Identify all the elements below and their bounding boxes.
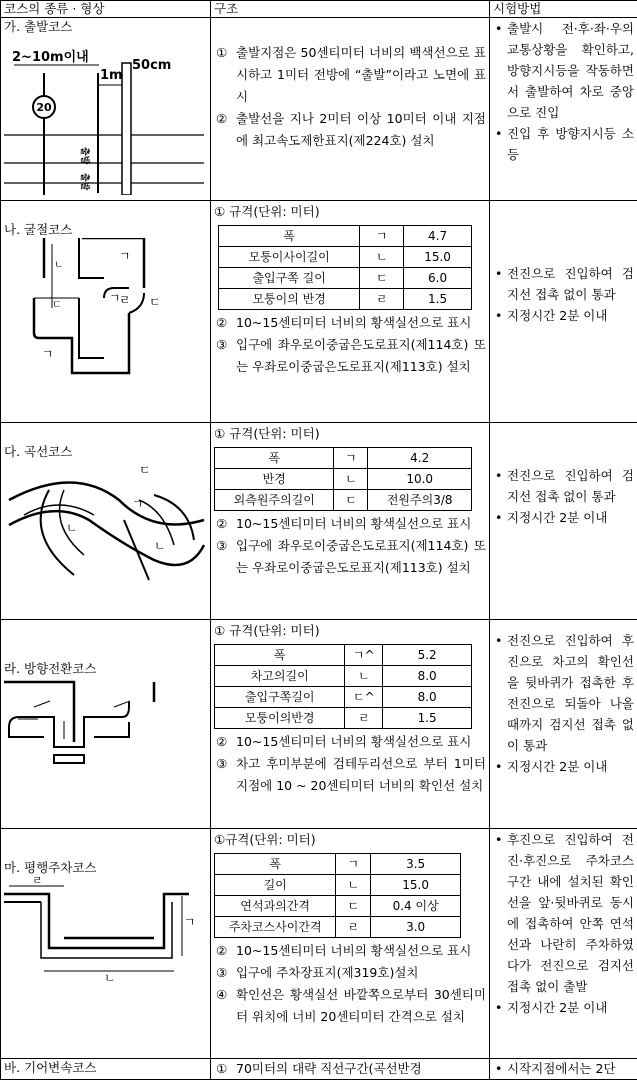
course-name: 다. 곡선코스: [4, 443, 207, 460]
table-header: [1, 1, 637, 18]
structure-item: ② 출발선을 지나 2미터 이상 10미터 이내 지점에 최고속도제한표지(제224호) 설치: [214, 108, 486, 152]
table-row: [1, 201, 637, 423]
dim-label-g-left: ㄱ: [109, 291, 121, 305]
distance-label-2-10m: 2~10m이내: [12, 49, 89, 65]
method-item: • 진입 후 방향지시등 소등: [493, 123, 634, 165]
course-name: 바. 기어변속코스: [4, 1059, 207, 1076]
structure-item: ③ 입구에 좌우로이중굽은도로표지(제114호) 또는 우좌로이중굽은도로표지(제113호) 설치: [214, 334, 486, 378]
spec-row: 반경 ㄴ 10.0: [215, 469, 472, 490]
method-cell: [490, 1059, 637, 1080]
method-item: • 출발시 전·후·좌·우의 교통상황을 확인하고, 방향지시등을 작동하면서 출발하여 차로 중앙으로 진입: [493, 18, 634, 123]
course-name: 가. 출발코스: [4, 18, 207, 35]
method-item: • 전진으로 진입하여 검지선 접촉 없이 통과: [493, 465, 634, 507]
header-course: 코스의 종류 · 형상: [1, 1, 211, 18]
table-row: [1, 620, 637, 829]
method-item: • 지정시간 2분 이내: [493, 507, 634, 528]
spec-title: ①규격(단위: 미터): [214, 829, 486, 851]
spec-row: 폭 ㄱ 4.2: [215, 448, 472, 469]
structure-list: [214, 312, 486, 378]
method-item: • 지정시간 2분 이내: [493, 997, 634, 1018]
spec-row: 모퉁이의반경 ㄹ 1.5: [215, 708, 472, 729]
dim-label-g-bottom: ㄱ: [42, 347, 54, 361]
structure-item: ③ 입구에 주차장표지(제319호)설치: [214, 962, 486, 984]
dim-label-g: ㄱ: [132, 497, 144, 511]
dim-label-n-right: ㄴ: [154, 539, 166, 553]
table-row: [1, 423, 637, 620]
dim-label-n: ㄴ: [54, 260, 64, 271]
spec-row: 모퉁이사이길이 ㄴ 15.0: [219, 247, 472, 268]
turnaround-course-figure: [4, 677, 204, 787]
method-list: [493, 263, 634, 326]
course-cell: [1, 18, 211, 201]
method-item: • 전진으로 진입하여 검지선 접촉 없이 통과: [493, 263, 634, 305]
structure-item: ② 10~15센티미터 너비의 황색실선으로 표시: [214, 731, 486, 753]
spec-row: 모퉁이의 반경 ㄹ 1.5: [219, 289, 472, 310]
structure-cell: [211, 620, 490, 829]
method-list: [493, 465, 634, 528]
method-list: [493, 18, 634, 165]
spec-table: [214, 447, 472, 511]
dim-label-r: ㄹ: [32, 876, 43, 887]
course-name: 라. 방향전환코스: [4, 660, 207, 677]
header-method: 시험방법: [490, 1, 637, 18]
method-list: [493, 829, 634, 1018]
spec-row: 길이 ㄴ 15.0: [215, 875, 461, 896]
structure-cell: [211, 1059, 490, 1080]
crank-course-figure: [4, 238, 204, 378]
structure-item: ② 10~15센티미터 너비의 황색실선으로 표시: [214, 513, 486, 535]
course-name: 마. 평행주차코스: [4, 859, 207, 876]
course-cell: [1, 201, 211, 423]
road-mark-start-2: 출발: [79, 173, 91, 191]
dim-label-d-right: ㄷ: [149, 295, 161, 309]
spec-row: 폭 ㄱ 4.7: [219, 226, 472, 247]
structure-item: ② 10~15센티미터 너비의 황색실선으로 표시: [214, 940, 486, 962]
parallel-parking-figure: [4, 876, 204, 986]
structure-cell: [211, 18, 490, 201]
structure-list: [214, 513, 486, 579]
dim-label-g: ㄱ: [184, 915, 196, 929]
structure-cell: [211, 829, 490, 1059]
structure-list: [214, 42, 486, 152]
spec-row: 차고의길이 ㄴ 8.0: [215, 666, 472, 687]
course-cell: [1, 1059, 211, 1080]
dim-label-d: ㄷ: [139, 463, 151, 477]
spec-row: 폭 ㄱ 3.5: [215, 854, 461, 875]
width-label-50cm: 50cm: [132, 58, 171, 73]
spec-row: 주차코스사이간격 ㄹ 3.0: [215, 917, 461, 938]
table-row: [1, 18, 637, 201]
table-row: [1, 829, 637, 1059]
spec-title: ① 규격(단위: 미터): [214, 201, 486, 223]
spec-row: 출입구쪽 길이 ㄷ 6.0: [219, 268, 472, 289]
structure-cell: [211, 423, 490, 620]
course-name: 나. 굴절코스: [4, 221, 207, 238]
table-row: [1, 1059, 637, 1080]
method-cell: [490, 423, 637, 620]
speed-limit-label: 20: [36, 101, 52, 114]
spec-table: [214, 644, 472, 729]
course-cell: [1, 620, 211, 829]
structure-item: ① 70미터의 대략 직선구간(곡선반경: [214, 1059, 486, 1079]
structure-item: ③ 차고 후미부분에 검테두리선으로 부터 1미터 지점에 10 ~ 20센티미터 너비의 확인선 설치: [214, 753, 486, 797]
method-item: • 전진으로 진입하여 후진으로 차고의 확인선을 뒷바퀴가 접촉한 후 전진으로 되돌아 나올 때까지 검지선 접촉 없이 통과: [493, 630, 634, 756]
dim-label-n-left: ㄴ: [66, 521, 78, 535]
course-cell: [1, 829, 211, 1059]
structure-list: [214, 1059, 486, 1079]
method-item: • 지정시간 2분 이내: [493, 756, 634, 777]
road-mark-start-1: 출발: [79, 147, 91, 165]
spec-title: ① 규격(단위: 미터): [214, 620, 486, 642]
header-structure: 구조: [211, 1, 490, 18]
structure-item: ④ 확인선은 황색실선 바깥쪽으로부터 30센티미터 위치에 너비 20센티미터 간격으로 설치: [214, 984, 486, 1028]
method-list: [493, 630, 634, 777]
spec-table: [214, 853, 461, 938]
dim-label-r: ㄹ: [119, 293, 131, 307]
spec-row: 연석과의간격 ㄷ 0.4 이상: [215, 896, 461, 917]
method-cell: [490, 620, 637, 829]
spec-title: ① 규격(단위: 미터): [214, 423, 486, 445]
spec-row: 출입구쪽길이 ㄷ^ 8.0: [215, 687, 472, 708]
start-course-figure: [4, 35, 204, 195]
method-cell: [490, 18, 637, 201]
course-cell: [1, 423, 211, 620]
method-cell: [490, 201, 637, 423]
spec-row: 외측원주의길이 ㄷ 전원주의3/8: [215, 490, 472, 511]
method-cell: [490, 829, 637, 1059]
method-item: • 후진으로 진입하여 전진·후진으로 주차코스 구간 내에 설치된 확인선을 앞·뒷바퀴로 동시에 접촉하여 안쪽 연석선과 나란히 주차하였다가 전진으로 검지선 접촉 없이 출발: [493, 829, 634, 997]
spec-table: [218, 225, 472, 310]
structure-item: ③ 입구에 좌우로이중굽은도로표지(제114호) 또는 우좌로이중굽은도로표지(제113호) 설치: [214, 535, 486, 579]
method-item: • 지정시간 2분 이내: [493, 305, 634, 326]
structure-item: ② 10~15센티미터 너비의 황색실선으로 표시: [214, 312, 486, 334]
method-list: [493, 1059, 634, 1079]
structure-list: [214, 940, 486, 1028]
structure-list: [214, 731, 486, 797]
curve-course-figure: [4, 460, 208, 590]
structure-cell: [211, 201, 490, 423]
dim-label-n: ㄴ: [104, 971, 116, 985]
dim-label-d: ㄷ: [52, 300, 62, 311]
structure-item: ① 출발지점은 50센티미터 너비의 백색선으로 표시하고 1미터 전방에 “출발”이라고 노면에 표시: [214, 42, 486, 108]
method-item: • 시작지점에서는 2단: [493, 1059, 634, 1079]
spec-row: 폭 ㄱ^ 5.2: [215, 645, 472, 666]
dim-label-g-top: ㄱ: [119, 249, 131, 263]
distance-label-1m: 1m: [100, 68, 123, 83]
